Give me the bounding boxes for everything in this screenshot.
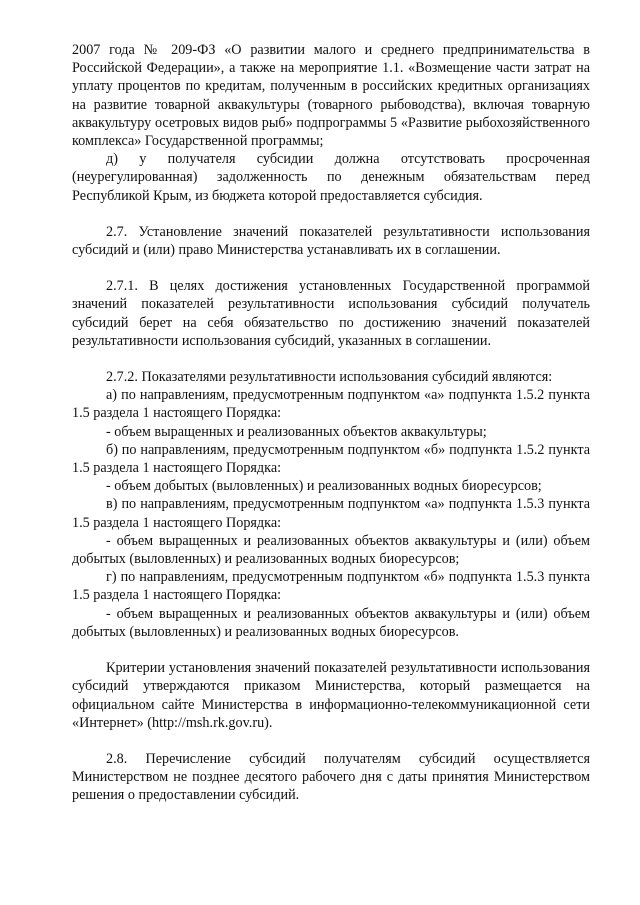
section-2-7-2: 2.7.2. Показателями результативности использования субсидий являются: (106, 369, 553, 386)
list-item-b: б) по направлениям, предусмотренным подпунктом «б» подпункта 1.5.2 пункта 1.5 раздела 1 настоящего Порядка: (72, 441, 590, 477)
criteria-paragraph: Критерии установления значений показателей результативности использования субсидий утверждаются приказом Министерства, который размещается на официальном сайте Министерства в информационно-телекоммуникационной сети «Интернет» (http://msh.rk.gov.ru). (72, 660, 590, 731)
document-page (72, 41, 590, 805)
section-2-7: 2.7. Установление значений показателей результативности использования субсидий и (или) право Министерства устанавливать их в соглашении. (72, 223, 590, 259)
list-item-a-detail: - объем выращенных и реализованных объектов аквакультуры; (106, 423, 487, 440)
paragraph-item-d: д) у получателя субсидии должна отсутствовать просроченная (неурегулированная) задолженность по денежным обязательствам перед Республикой Крым, из бюджета которой предоставляется субсидия. (72, 151, 590, 204)
section-2-7-1: 2.7.1. В целях достижения установленных Государственной программой значений показателей результативности использования субсидий получатель субсидий берет на себя обязательство по достижению значений показателей результативности использования субсидий, указанных в соглашении. (72, 278, 590, 349)
paragraph-continuation: 2007 года № 209-ФЗ «О развитии малого и среднего предпринимательства в Российской Федерации», а также на мероприятие 1.1. «Возмещение части затрат на уплату процентов по кредитам, полученным в российских кредитных организациях на развитие товарной аквакультуры (товарного рыбоводства), включая товарную аквакультуру осетровых видов рыб» подпрограммы 5 «Развитие рыбохозяйственного комплекса» Государственной программы; (72, 42, 590, 150)
section-2-8: 2.8. Перечисление субсидий получателям субсидий осуществляется Министерством не позднее десятого рабочего дня с даты принятия Министерством решения о предоставлении субсидий. (72, 750, 590, 804)
list-item-b-detail: - объем добытых (выловленных) и реализованных водных биоресурсов; (106, 478, 542, 495)
list-item-v: в) по направлениям, предусмотренным подпунктом «а» подпункта 1.5.3 пункта 1.5 раздела 1 настоящего Порядка: (72, 496, 590, 531)
list-item-v-detail: - объем выращенных и реализованных объектов аквакультуры и (или) объем добытых (выловленных) и реализованных водных биоресурсов; (72, 532, 590, 568)
list-item-g: г) по направлениям, предусмотренным подпунктом «б» подпункта 1.5.3 пункта 1.5 раздела 1 настоящего Порядка: (72, 569, 590, 604)
list-item-a: а) по направлениям, предусмотренным подпунктом «а» подпункта 1.5.2 пункта 1.5 раздела 1 настоящего Порядка: (72, 387, 590, 422)
list-item-g-detail: - объем выращенных и реализованных объектов аквакультуры и (или) объем добытых (выловленных) и реализованных водных биоресурсов. (72, 605, 590, 640)
